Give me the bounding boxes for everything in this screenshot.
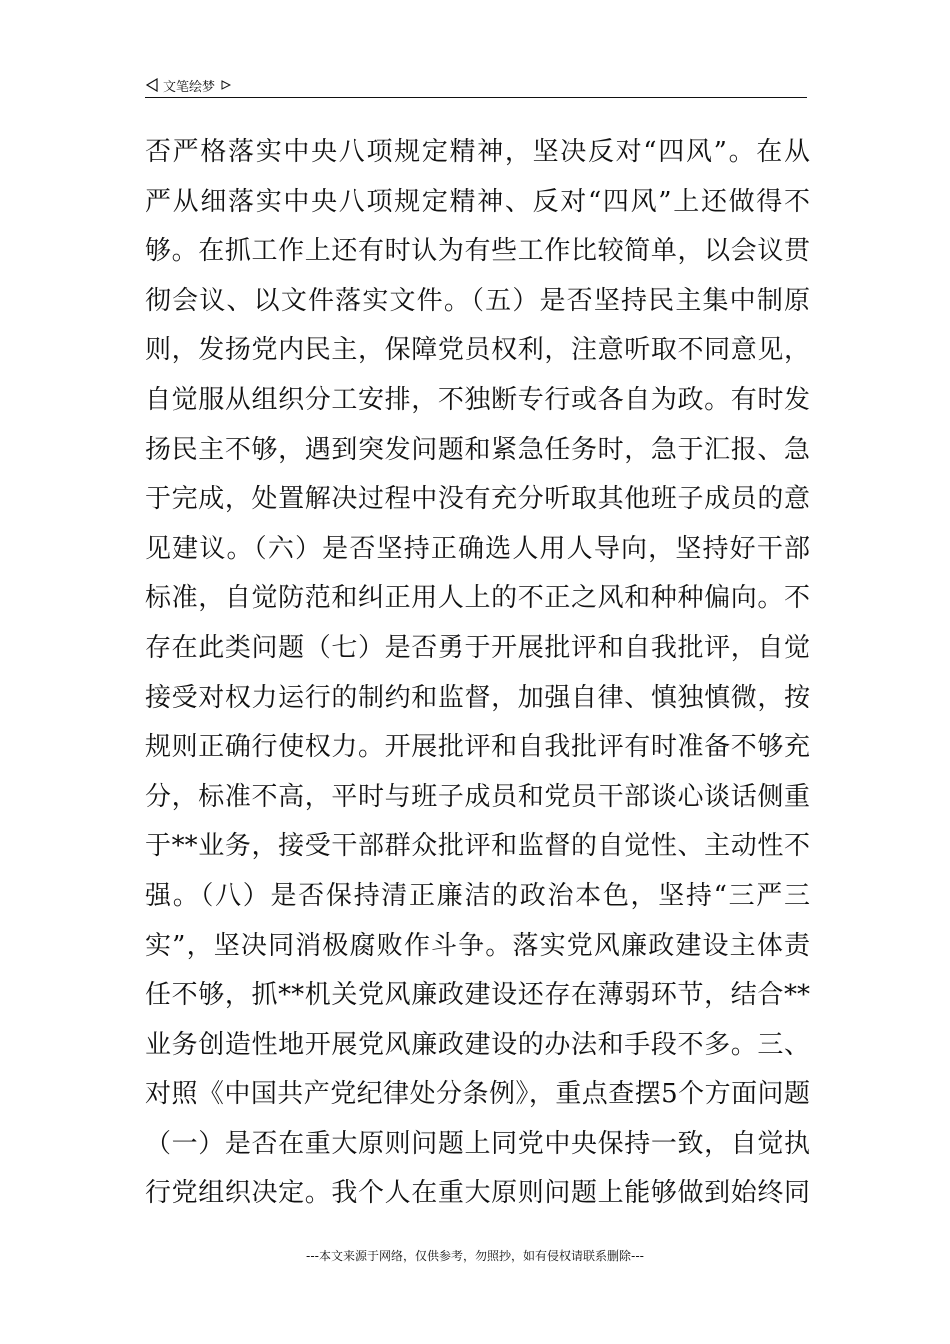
body-line: 分，标准不高，平时与班子成员和党员干部谈心谈话侧重	[145, 781, 810, 812]
body-line: 否严格落实中央八项规定精神，坚决反对“四风”。在从	[145, 137, 810, 167]
body-line: 于完成，处置解决过程中没有充分听取其他班子成员的意	[145, 484, 810, 515]
body-line: （一）是否在重大原则问题上同党中央保持一致，自觉执	[145, 1128, 810, 1159]
footer-disclaimer: ---本文来源于网络，仅供参考，勿照抄，如有侵权请联系删除---	[306, 1249, 644, 1263]
body-line: 实”，坚决同消极腐败作斗争。落实党风廉政建设主体责	[145, 930, 810, 961]
body-line: 于**业务，接受干部群众批评和监督的自觉性、主动性不	[145, 831, 810, 862]
header-divider	[145, 97, 807, 98]
body-line: 够。在抓工作上还有时认为有些工作比较简单，以会议贯	[145, 236, 810, 267]
body-line: 行党组织决定。我个人在重大原则问题上能够做到始终同	[145, 1178, 810, 1209]
document-body	[145, 128, 810, 1219]
body-line: 任不够，抓**机关党风廉政建设还存在薄弱环节，结合**	[145, 980, 810, 1011]
body-line: 则，发扬党内民主，保障党员权利，注意听取不同意见，	[145, 335, 810, 366]
body-line: 见建议。（六）是否坚持正确选人用人导向，坚持好干部	[145, 533, 810, 564]
body-line: 对照《中国共产党纪律处分条例》，重点查摆5个方面问题	[145, 1079, 810, 1110]
body-line: 扬民主不够，遇到突发问题和紧急任务时，急于汇报、急	[145, 434, 810, 465]
triangle-left-outline-icon	[145, 78, 159, 92]
body-line: 接受对权力运行的制约和监督，加强自律、慎独慎微，按	[145, 682, 810, 713]
header-title: 文笔绘梦	[163, 79, 216, 95]
body-line: 存在此类问题（七）是否勇于开展批评和自我批评，自觉	[145, 632, 810, 663]
body-line: 自觉服从组织分工安排，不独断专行或各自为政。有时发	[145, 384, 810, 415]
body-line: 强。（八）是否保持清正廉洁的政治本色，坚持“三严三	[145, 880, 810, 911]
body-line: 业务创造性地开展党风廉政建设的办法和手段不多。三、	[145, 1029, 810, 1060]
body-line: 严从细落实中央八项规定精神、反对“四风”上还做得不	[145, 186, 810, 217]
body-line: 规则正确行使权力。开展批评和自我批评有时准备不够充	[145, 732, 810, 763]
triangle-right-outline-icon	[221, 78, 235, 92]
body-line: 标准，自觉防范和纠正用人上的不正之风和种种偏向。不	[145, 583, 810, 614]
body-line: 彻会议、以文件落实文件。（五）是否坚持民主集中制原	[145, 285, 810, 316]
page-header	[145, 72, 807, 98]
